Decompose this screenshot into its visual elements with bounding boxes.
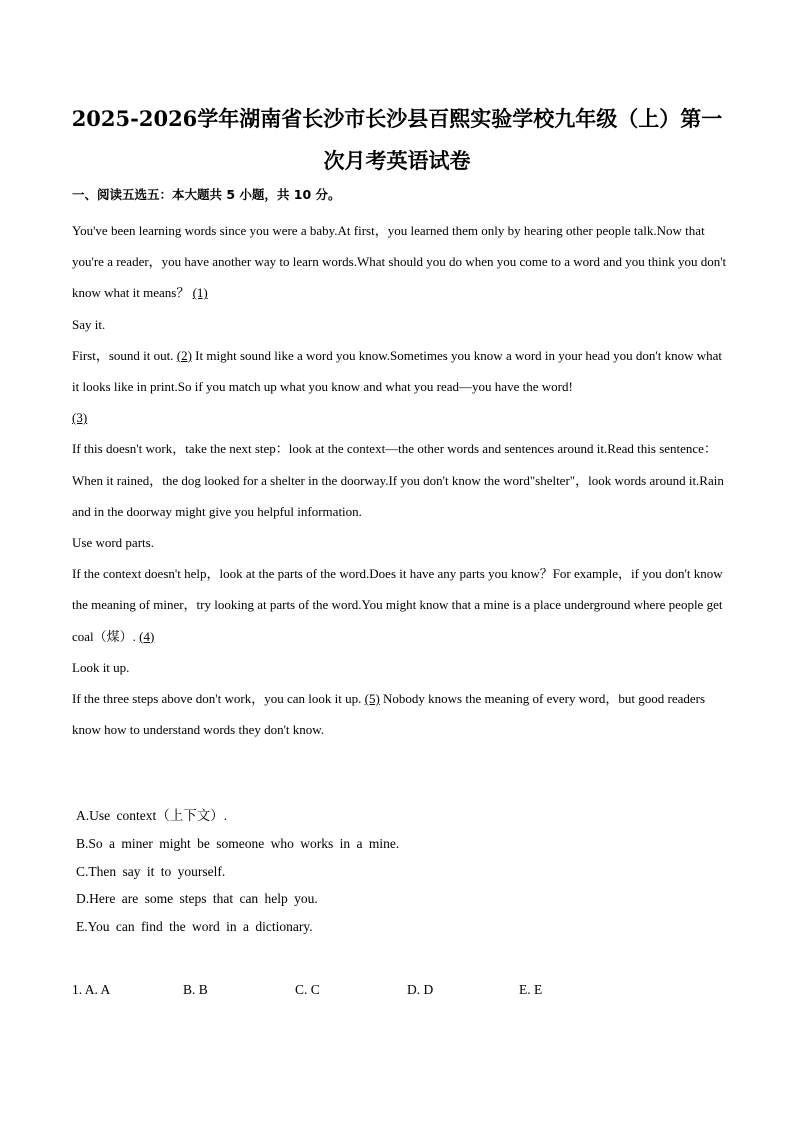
answer-choice-c[interactable]: C. C bbox=[295, 982, 320, 997]
option-c: C.Then say it to yourself. bbox=[76, 863, 226, 879]
exam-title bbox=[60, 98, 734, 182]
paragraph-2: Say it. bbox=[72, 316, 106, 332]
paragraph-8 bbox=[72, 683, 727, 745]
option-e: E.You can find the word in a dictionary. bbox=[76, 919, 313, 935]
paragraph-3-text-b: It might sound like a word you know.Sometimes you know a word in your head you don't know what it looks like in print.So if you match up what you know and what you read—you have the word! bbox=[72, 347, 723, 395]
paragraph-6-text: If the context doesn't help，look at the parts of the word.Does it have any parts you know？For example，if you don't know the meaning of miner，try looking at parts of the word.You might know that a mine is a place underground where people get coal（煤）. bbox=[72, 566, 723, 644]
paragraph-8-text-b: Nobody knows the meaning of every word，but good readers know how to understand words they don't know. bbox=[72, 691, 706, 738]
paragraph-1 bbox=[72, 215, 727, 309]
paragraph-4: If this doesn't work，take the next step：look at the context—the other words and sentences around it.Read this sentence：When it rained，the dog looked for a shelter in the doorway.If you don't know the word"shelter"，look words around it.Rain and in the doorway might give you helpful information. bbox=[72, 441, 724, 519]
option-b: B.So a miner might be someone who works in a mine. bbox=[76, 835, 400, 851]
blank-4: (4) bbox=[139, 628, 155, 644]
paragraph-3-text-a: First，sound it out. bbox=[72, 347, 174, 363]
exam-title-line1: 2025-2026学年湖南省长沙市长沙县百熙实验学校九年级（上）第一 bbox=[71, 106, 723, 131]
paragraph-8-text-a: If the three steps above don't work，you can look it up. bbox=[72, 691, 362, 707]
paragraph-3 bbox=[72, 340, 727, 402]
paragraph-1-text: You've been learning words since you were a baby.At first，you learned them only by hearing other people talk.Now that you're a reader，you have another way to learn words.What should you do when you come to a word and you think you don't know what it means？ bbox=[72, 223, 727, 301]
answer-choice-a[interactable]: 1. A. A bbox=[72, 982, 111, 997]
blank-1: (1) bbox=[192, 285, 208, 301]
blank-2: (2) bbox=[176, 347, 192, 363]
paragraph-7: Look it up. bbox=[72, 659, 130, 675]
answer-choices-row bbox=[72, 982, 672, 1002]
answer-choice-b[interactable]: B. B bbox=[183, 982, 208, 997]
reading-passage bbox=[72, 215, 727, 745]
option-a: A.Use context（上下文）. bbox=[76, 808, 228, 823]
paragraph-6 bbox=[72, 558, 727, 652]
blank-5: (5) bbox=[364, 691, 380, 707]
paragraph-blank-3 bbox=[72, 402, 727, 433]
answer-choice-e[interactable]: E. E bbox=[519, 982, 543, 997]
paragraph-5: Use word parts. bbox=[72, 535, 154, 551]
answer-choice-d[interactable]: D. D bbox=[407, 982, 434, 997]
option-d: D.Here are some steps that can help you. bbox=[76, 891, 318, 907]
blank-3: (3) bbox=[72, 410, 88, 426]
exam-title-line2: 次月考英语试卷 bbox=[323, 148, 471, 173]
option-list bbox=[76, 802, 399, 941]
section-heading: 一、阅读五选五：本大题共 5 小题，共 10 分。 bbox=[72, 187, 341, 202]
